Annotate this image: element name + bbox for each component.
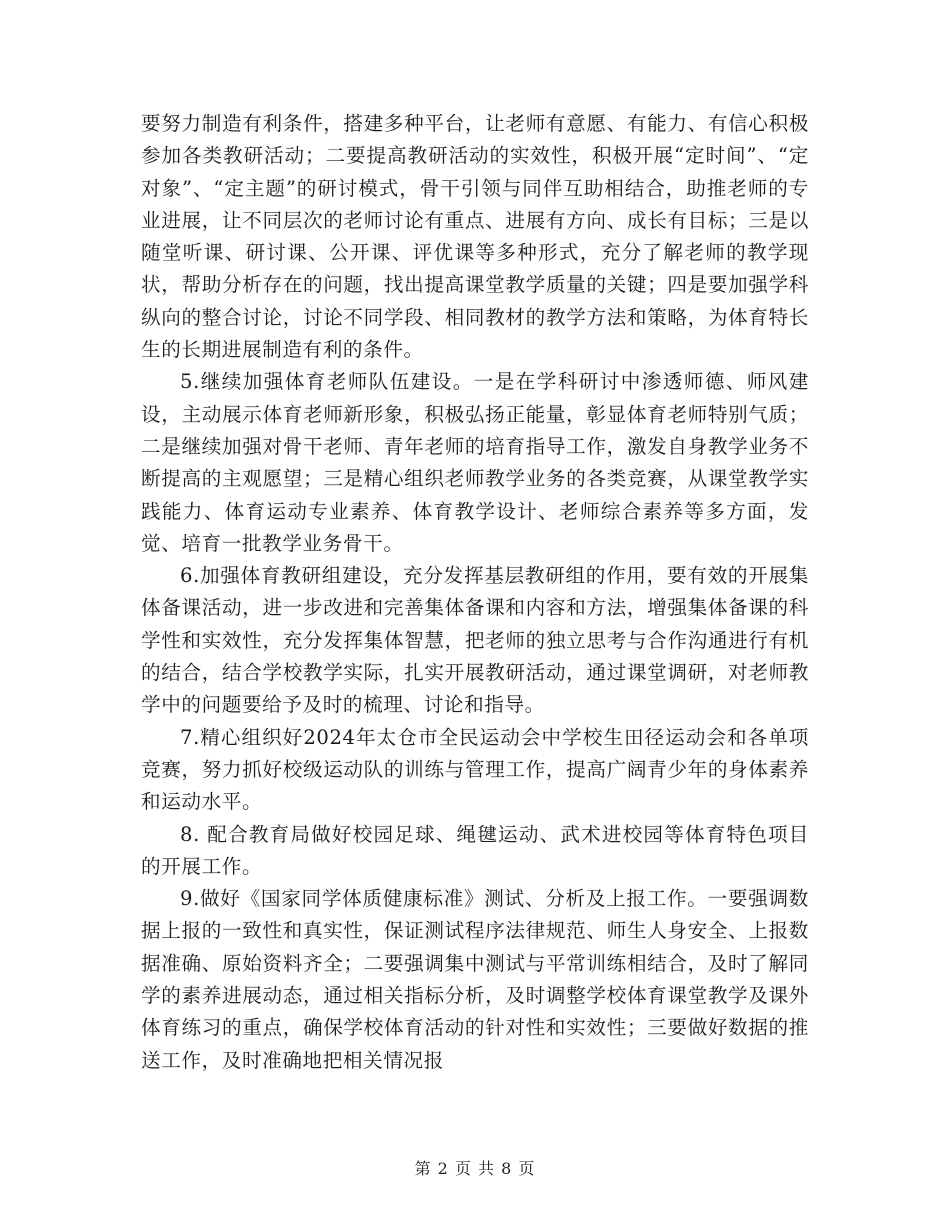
document-body [141, 108, 809, 1077]
paragraph-item-5: 5.继续加强体育老师队伍建设。一是在学科研讨中渗透师德、师风建设，主动展示体育老师新形象，积极弘扬正能量，彰显体育老师特别气质；二是继续加强对骨干老师、青年老师的培育指导工作，激发自身教学业务不断提高的主观愿望；三是精心组织老师教学业务的各类竞赛，从课堂教学实践能力、体育运动专业素养、体育教学设计、老师综合素养等多方面，发觉、培育一批教学业务骨干。 [141, 370, 809, 555]
paragraph-item-7: 7.精心组织好2024年太仓市全民运动会中学校生田径运动会和各单项竞赛，努力抓好校级运动队的训练与管理工作，提高广阔青少年的身体素养和运动水平。 [141, 725, 809, 814]
paragraph-item-8: 8. 配合教育局做好校园足球、绳毽运动、武术进校园等体育特色项目的开展工作。 [141, 822, 809, 878]
page-footer: 第 2 页 共 8 页 [414, 1159, 536, 1178]
paragraph-item-9: 9.做好《国家同学体质健康标准》测试、分析及上报工作。一要强调数据上报的一致性和真实性，保证测试程序法律规范、师生人身安全、上报数据准确、原始资料齐全；二要强调集中测试与平常训练相结合，及时了解同学的素养进展动态，通过相关指标分析，及时调整学校体育课堂教学及课外体育练习的重点，确保学校体育活动的针对性和实效性；三要做好数据的推送工作，及时准确地把相关情况报 [141, 887, 809, 1072]
paragraph-continuation: 要努力制造有利条件，搭建多种平台，让老师有意愿、有能力、有信心积极参加各类教研活动；二要提高教研活动的实效性，积极开展“定时间”、“定对象”、“定主题”的研讨模式，骨干引领与同伴互助相结合，助推老师的专业进展，让不同层次的老师讨论有重点、进展有方向、成长有目标；三是以随堂听课、研讨课、公开课、评优课等多种形式，充分了解老师的教学现状，帮助分析存在的问题，找出提高课堂教学质量的关键；四是要加强学科纵向的整合讨论，讨论不同学段、相同教材的教学方法和策略，为体育特长生的长期进展制造有利的条件。 [141, 112, 809, 362]
paragraph-item-6: 6.加强体育教研组建设，充分发挥基层教研组的作用，要有效的开展集体备课活动，进一步改进和完善集体备课和内容和方法，增强集体备课的科学性和实效性，充分发挥集体智慧，把老师的独立思考与合作沟通进行有机的结合，结合学校教学实际，扎实开展教研活动，通过课堂调研，对老师教学中的问题要给予及时的梳理、讨论和指导。 [141, 564, 809, 717]
